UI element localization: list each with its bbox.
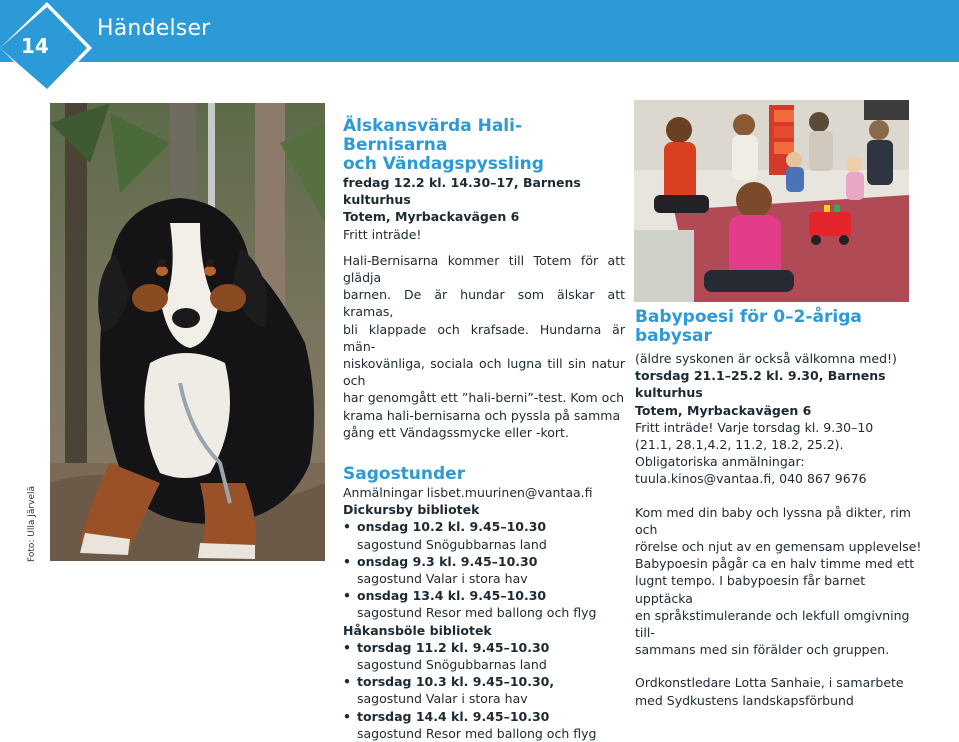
list-item: • onsdag 10.2 kl. 9.45–10.30 sagostund Snögubbarnas land bbox=[343, 519, 547, 552]
event-info-fee: Fritt inträde! bbox=[343, 226, 422, 242]
babypoesi-photo bbox=[634, 100, 909, 302]
library-name: Håkansböle bibliotek bbox=[343, 622, 492, 638]
event-description: Kom med din baby och lyssna på dikter, rim och rörelse och njut av en gemensam upplevelse! Babypoesin pågår ca en halv timme med ett lugnt tempo. I babypoesin får barnet upptäcka en språkstimulerande och lekfull omgivning till- sammans med sin förälder och gruppen. bbox=[635, 504, 922, 658]
right-column bbox=[635, 308, 927, 709]
list-item: • onsdag 9.3 kl. 9.45–10.30 sagostund Valar i stora hav bbox=[343, 553, 538, 587]
event-info-address: Totem, Myrbackavägen 6 bbox=[343, 209, 520, 225]
list-item: • torsdag 14.4 kl. 9.45–10.30 sagostund Resor med ballong och flyg bbox=[343, 708, 597, 741]
list-item: • torsdag 11.2 kl. 9.45–10.30 sagostund Snögubbarnas land bbox=[343, 639, 550, 673]
event-info-line: (äldre syskonen är också välkomna med!) bbox=[635, 351, 897, 366]
event-info-line: tuula.kinos@vantaa.fi, 040 867 9676 bbox=[635, 471, 867, 487]
page-title: Händelser bbox=[97, 16, 211, 41]
event-info-line: Obligatoriska anmälningar: bbox=[635, 454, 805, 470]
list-item: • onsdag 13.4 kl. 9.45–10.30 sagostund Resor med ballong och flyg bbox=[343, 588, 597, 621]
middle-column bbox=[343, 117, 625, 742]
registration-info: Anmälningar lisbet.muurinen@vantaa.fi bbox=[343, 485, 593, 501]
event-info-line: Fritt inträde! Varje torsdag kl. 9.30–10 bbox=[635, 419, 874, 435]
photo-credit: Foto: Ulla Järvelä bbox=[27, 485, 37, 562]
dog-photo bbox=[50, 103, 325, 561]
page-number: 14 bbox=[21, 34, 49, 58]
library-name: Dickursby bibliotek bbox=[343, 502, 480, 518]
list-item: • torsdag 10.3 kl. 9.45–10.30, sagostund Valar i stora hav bbox=[343, 674, 555, 707]
session-list bbox=[343, 639, 625, 742]
event-info-line: (21.1, 28.1,4.2, 11.2, 18.2, 25.2). bbox=[635, 437, 844, 453]
event-title-babypoesi: Babypoesi för 0–2-åriga babysar bbox=[635, 307, 862, 346]
event-info-line: Totem, Myrbackavägen 6 bbox=[635, 402, 812, 418]
event-title-hali-bernisarna: Älskansvärda Hali-Bernisarna och Vändagspyssling bbox=[343, 116, 544, 174]
session-list bbox=[343, 518, 625, 621]
event-info-line: torsdag 21.1–25.2 kl. 9.30, Barnens kulturhus bbox=[635, 368, 886, 401]
event-info-date: fredag 12.2 kl. 14.30–17, Barnens kulturhus bbox=[343, 175, 581, 208]
event-title-sagostunder: Sagostunder bbox=[343, 464, 466, 485]
event-description: Hali-Bernisarna kommer till Totem för att glädja barnen. De är hundar som älskar att kramas, bli klappade och krafsade. Hundarna är män- niskovänliga, sociala och lugna till sin natur och har genomgått ett ”hali-berni”-test. Kom och krama hali-bernisarna och pyssla på samma gång ett Vändagssmycke eller -kort. bbox=[343, 252, 625, 440]
event-leader: Ordkonstledare Lotta Sanhaie, i samarbete med Sydkustens landskapsförbund bbox=[635, 675, 904, 708]
